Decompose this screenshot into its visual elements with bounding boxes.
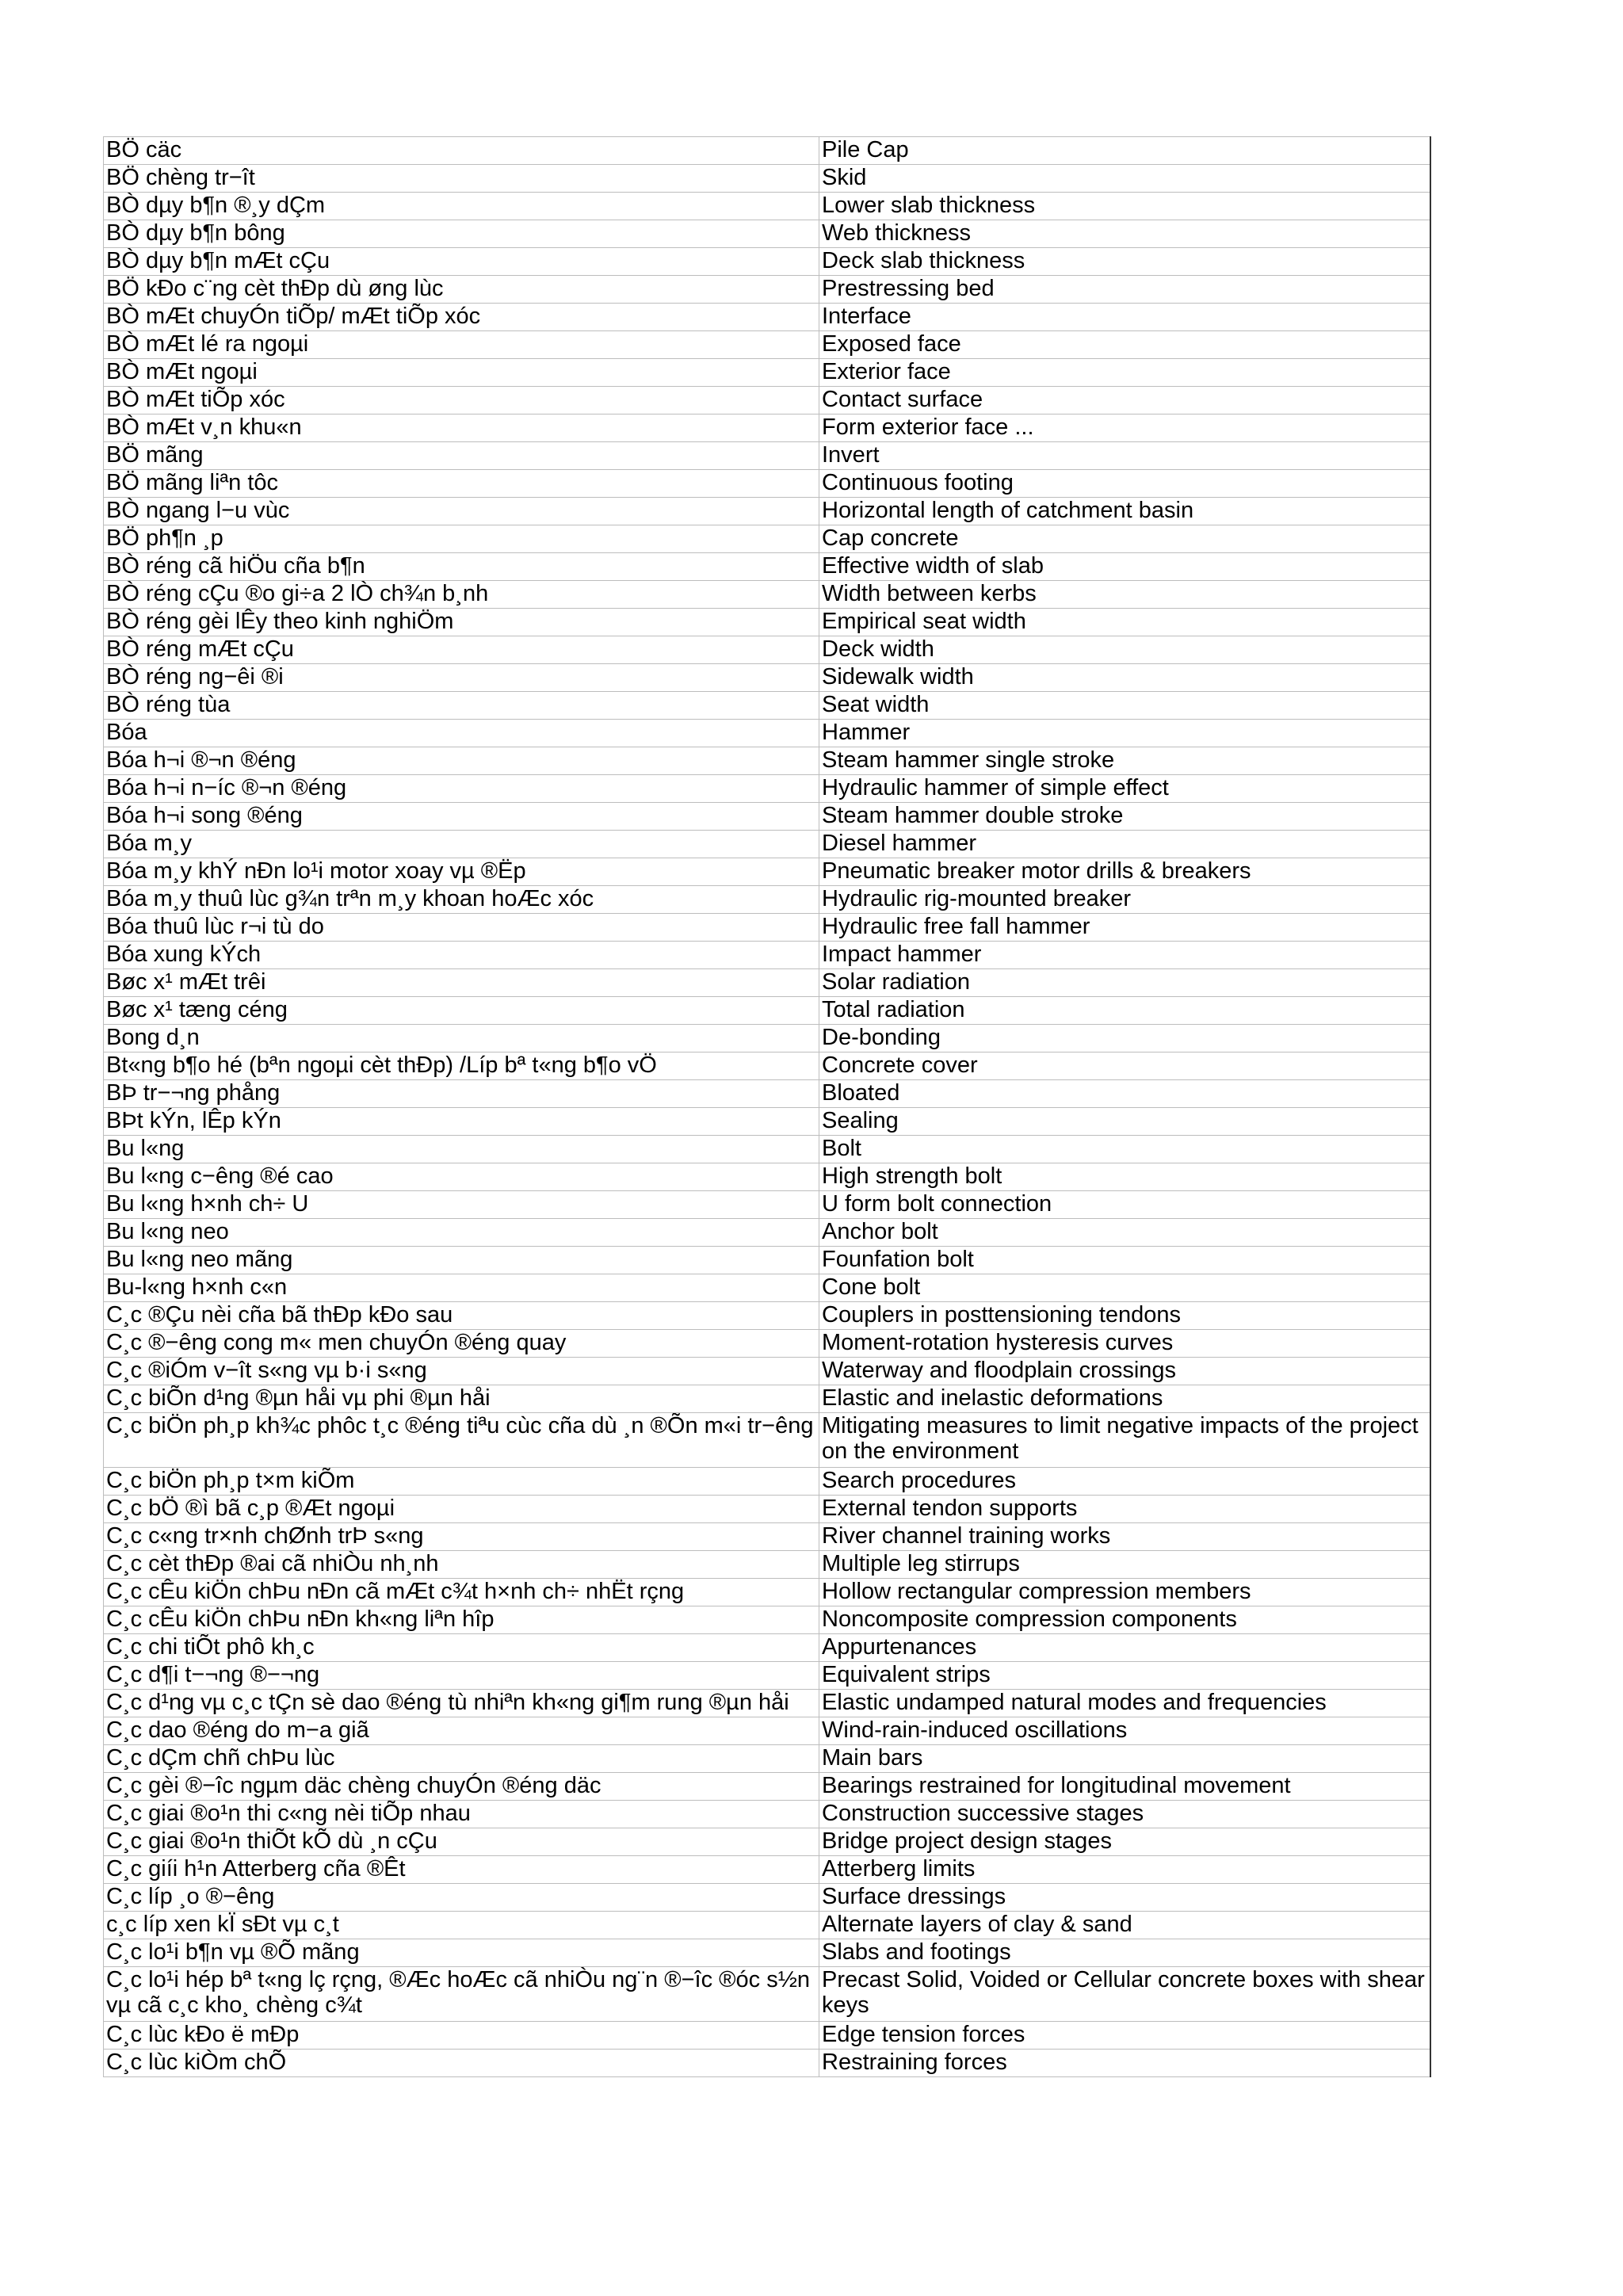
english-term-cell: Construction successive stages [819, 1801, 1431, 1828]
english-term-cell: Sidewalk width [819, 664, 1431, 692]
english-term-cell: Cap concrete [819, 525, 1431, 553]
english-term-cell: Exterior face [819, 359, 1431, 387]
table-row [104, 1302, 1431, 1330]
english-term-cell: Interface [819, 304, 1431, 331]
english-term-cell: Edge tension forces [819, 2022, 1431, 2050]
table-row [104, 331, 1431, 359]
table-row [104, 1358, 1431, 1385]
table-row [104, 1967, 1431, 2022]
table-row [104, 720, 1431, 747]
table-row [104, 1801, 1431, 1828]
vietnamese-term-cell: Bu l«ng neo [104, 1219, 819, 1247]
vietnamese-term-cell: Bóa thuû lùc r¬i tù do [104, 914, 819, 942]
vietnamese-term-cell: BÖ mãng [104, 442, 819, 470]
vietnamese-term-cell: C¸c chi tiÕt phô kh¸c [104, 1634, 819, 1662]
english-term-cell: Hydraulic rig-mounted breaker [819, 886, 1431, 914]
english-term-cell: Main bars [819, 1745, 1431, 1773]
vietnamese-term-cell: C¸c d¶i t−¬ng ®−¬ng [104, 1662, 819, 1690]
english-term-cell: Impact hammer [819, 942, 1431, 969]
vietnamese-term-cell: BÒ réng ng−êi ®i [104, 664, 819, 692]
vietnamese-term-cell: Bóa m¸y khÝ nÐn lo¹i motor xoay vµ ®Ëp [104, 858, 819, 886]
english-term-cell: Moment-rotation hysteresis curves [819, 1330, 1431, 1358]
english-term-cell: External tendon supports [819, 1496, 1431, 1523]
table-row [104, 220, 1431, 248]
vietnamese-term-cell: C¸c lo¹i b¶n vµ ®Õ mãng [104, 1939, 819, 1967]
vietnamese-term-cell: C¸c giai ®o¹n thi c«ng nèi tiÕp nhau [104, 1801, 819, 1828]
vietnamese-term-cell: BÖ chèng tr−ît [104, 165, 819, 193]
english-term-cell: Restraining forces [819, 2050, 1431, 2077]
vietnamese-term-cell: C¸c lo¹i hép bª t«ng lç rçng, ®Æc hoÆc cã nhiÒu ng¨n ®−îc ®óc s½n vµ cã c¸c kho¸ chèng c¾t [104, 1967, 819, 2022]
vietnamese-term-cell: Bóa m¸y [104, 831, 819, 858]
english-term-cell: Deck width [819, 636, 1431, 664]
english-term-cell: Deck slab thickness [819, 248, 1431, 276]
vietnamese-term-cell: C¸c biÖn ph¸p t×m kiÕm [104, 1468, 819, 1496]
table-row [104, 1884, 1431, 1912]
english-term-cell: Width between kerbs [819, 581, 1431, 609]
table-row [104, 137, 1431, 165]
vietnamese-term-cell: C¸c gèi ®−îc ngµm däc chèng chuyÓn ®éng däc [104, 1773, 819, 1801]
english-term-cell: Web thickness [819, 220, 1431, 248]
vietnamese-term-cell: BÒ dµy b¶n mÆt cÇu [104, 248, 819, 276]
table-row [104, 581, 1431, 609]
vietnamese-term-cell: Bóa h¬i n−íc ®¬n ®éng [104, 775, 819, 803]
english-term-cell: Wind-rain-induced oscillations [819, 1717, 1431, 1745]
vietnamese-term-cell: BÒ ngang l−u vùc [104, 498, 819, 525]
table-row [104, 442, 1431, 470]
vietnamese-term-cell: C¸c lùc kiÒm chÕ [104, 2050, 819, 2077]
table-row [104, 1496, 1431, 1523]
english-term-cell: River channel training works [819, 1523, 1431, 1551]
table-row [104, 1274, 1431, 1302]
table-row [104, 193, 1431, 220]
english-term-cell: Pneumatic breaker motor drills & breakers [819, 858, 1431, 886]
table-row [104, 1191, 1431, 1219]
english-term-cell: Steam hammer single stroke [819, 747, 1431, 775]
table-row [104, 1163, 1431, 1191]
table-row [104, 1136, 1431, 1163]
vietnamese-term-cell: BÒ mÆt chuyÓn tiÕp/ mÆt tiÕp xóc [104, 304, 819, 331]
table-row [104, 803, 1431, 831]
table-row [104, 276, 1431, 304]
english-term-cell: Lower slab thickness [819, 193, 1431, 220]
vietnamese-term-cell: Bu-l«ng h×nh c«n [104, 1274, 819, 1302]
english-term-cell: Bearings restrained for longitudinal movement [819, 1773, 1431, 1801]
table-row [104, 248, 1431, 276]
english-term-cell: Sealing [819, 1108, 1431, 1136]
vietnamese-term-cell: BÖ kÐo c¨ng cèt thÐp dù øng lùc [104, 276, 819, 304]
english-term-cell: Hollow rectangular compression members [819, 1579, 1431, 1606]
vietnamese-term-cell: BÖ mãng liªn tôc [104, 470, 819, 498]
table-row [104, 1634, 1431, 1662]
table-row [104, 1080, 1431, 1108]
table-row [104, 165, 1431, 193]
english-term-cell: Skid [819, 165, 1431, 193]
vietnamese-term-cell: C¸c ®−êng cong m« men chuyÓn ®éng quay [104, 1330, 819, 1358]
table-row [104, 387, 1431, 415]
table-row [104, 692, 1431, 720]
vietnamese-term-cell: BÖ ph¶n ¸p [104, 525, 819, 553]
vietnamese-term-cell: C¸c cÊu kiÖn chÞu nÐn kh«ng liªn hîp [104, 1606, 819, 1634]
english-term-cell: Exposed face [819, 331, 1431, 359]
table-row [104, 1606, 1431, 1634]
vietnamese-term-cell: Bóa m¸y thuû lùc g¾n trªn m¸y khoan hoÆc xóc [104, 886, 819, 914]
vietnamese-term-cell: BÒ mÆt lé ra ngoµi [104, 331, 819, 359]
table-row [104, 1912, 1431, 1939]
english-term-cell: Bridge project design stages [819, 1828, 1431, 1856]
table-row [104, 498, 1431, 525]
table-row [104, 775, 1431, 803]
english-term-cell: Effective width of slab [819, 553, 1431, 581]
table-row [104, 1330, 1431, 1358]
english-term-cell: Form exterior face ... [819, 415, 1431, 442]
vietnamese-term-cell: C¸c ®iÓm v−ît s«ng vµ b·i s«ng [104, 1358, 819, 1385]
table-row [104, 747, 1431, 775]
vietnamese-term-cell: BÖ cäc [104, 137, 819, 165]
table-row [104, 2022, 1431, 2050]
english-term-cell: Bloated [819, 1080, 1431, 1108]
table-row [104, 886, 1431, 914]
english-term-cell: Prestressing bed [819, 276, 1431, 304]
english-term-cell: Concrete cover [819, 1052, 1431, 1080]
english-term-cell: Steam hammer double stroke [819, 803, 1431, 831]
english-term-cell: Hammer [819, 720, 1431, 747]
table-row [104, 470, 1431, 498]
table-row [104, 664, 1431, 692]
vietnamese-term-cell: Bóa [104, 720, 819, 747]
table-row [104, 2050, 1431, 2077]
english-term-cell: Hydraulic free fall hammer [819, 914, 1431, 942]
vietnamese-term-cell: C¸c c«ng tr×nh chØnh trÞ s«ng [104, 1523, 819, 1551]
english-term-cell: Continuous footing [819, 470, 1431, 498]
table-row [104, 1717, 1431, 1745]
vietnamese-term-cell: C¸c dao ®éng do m−a giã [104, 1717, 819, 1745]
glossary-table [103, 136, 1431, 2077]
table-row [104, 609, 1431, 636]
table-row [104, 969, 1431, 997]
vietnamese-term-cell: BÒ mÆt v¸n khu«n [104, 415, 819, 442]
table-row [104, 1523, 1431, 1551]
table-row [104, 525, 1431, 553]
table-row [104, 942, 1431, 969]
glossary-rows [104, 137, 1431, 2077]
english-term-cell: Waterway and floodplain crossings [819, 1358, 1431, 1385]
table-row [104, 1690, 1431, 1717]
vietnamese-term-cell: C¸c líp ¸o ®−êng [104, 1884, 819, 1912]
table-row [104, 553, 1431, 581]
english-term-cell: Surface dressings [819, 1884, 1431, 1912]
vietnamese-term-cell: C¸c d¹ng vµ c¸c tÇn sè dao ®éng tù nhiªn kh«ng gi¶m rung ®µn håi [104, 1690, 819, 1717]
english-term-cell: Precast Solid, Voided or Cellular concrete boxes with shear keys [819, 1967, 1431, 2022]
english-term-cell: Founfation bolt [819, 1247, 1431, 1274]
english-term-cell: Noncomposite compression components [819, 1606, 1431, 1634]
vietnamese-term-cell: BÒ mÆt ngoµi [104, 359, 819, 387]
table-row [104, 997, 1431, 1025]
english-term-cell: Pile Cap [819, 137, 1431, 165]
english-term-cell: Couplers in posttensioning tendons [819, 1302, 1431, 1330]
table-row [104, 1745, 1431, 1773]
table-row [104, 1551, 1431, 1579]
vietnamese-term-cell: C¸c biÕn d¹ng ®µn håi vµ phi ®µn håi [104, 1385, 819, 1413]
vietnamese-term-cell: BÞ tr−¬ng phång [104, 1080, 819, 1108]
table-row [104, 914, 1431, 942]
table-row [104, 1108, 1431, 1136]
vietnamese-term-cell: Bu l«ng neo mãng [104, 1247, 819, 1274]
vietnamese-term-cell: C¸c lùc kÐo ë mÐp [104, 2022, 819, 2050]
english-term-cell: Elastic undamped natural modes and frequencies [819, 1690, 1431, 1717]
vietnamese-term-cell: c¸c líp xen kÏ sÐt vµ c¸t [104, 1912, 819, 1939]
vietnamese-term-cell: BÒ mÆt tiÕp xóc [104, 387, 819, 415]
english-term-cell: U form bolt connection [819, 1191, 1431, 1219]
table-row [104, 1219, 1431, 1247]
table-row [104, 304, 1431, 331]
table-row [104, 1579, 1431, 1606]
vietnamese-term-cell: BÞt kÝn, lÊp kÝn [104, 1108, 819, 1136]
vietnamese-term-cell: C¸c bÖ ®ì bã c¸p ®Æt ngoµi [104, 1496, 819, 1523]
english-term-cell: Invert [819, 442, 1431, 470]
vietnamese-term-cell: Bu l«ng [104, 1136, 819, 1163]
vietnamese-term-cell: C¸c ®Çu nèi cña bã thÐp kÐo sau [104, 1302, 819, 1330]
english-term-cell: Elastic and inelastic deformations [819, 1385, 1431, 1413]
english-term-cell: Empirical seat width [819, 609, 1431, 636]
table-row [104, 1385, 1431, 1413]
table-row [104, 1828, 1431, 1856]
table-row [104, 1856, 1431, 1884]
english-term-cell: Solar radiation [819, 969, 1431, 997]
vietnamese-term-cell: C¸c dÇm chñ chÞu lùc [104, 1745, 819, 1773]
vietnamese-term-cell: C¸c cÊu kiÖn chÞu nÐn cã mÆt c¾t h×nh ch÷ nhËt rçng [104, 1579, 819, 1606]
vietnamese-term-cell: C¸c giai ®o¹n thiÕt kÕ dù ¸n cÇu [104, 1828, 819, 1856]
english-term-cell: Multiple leg stirrups [819, 1551, 1431, 1579]
vietnamese-term-cell: BÒ réng cÇu ®o gi÷a 2 lÒ ch¾n b¸nh [104, 581, 819, 609]
table-row [104, 1662, 1431, 1690]
table-row [104, 1052, 1431, 1080]
english-term-cell: Atterberg limits [819, 1856, 1431, 1884]
table-row [104, 1939, 1431, 1967]
table-row [104, 1247, 1431, 1274]
vietnamese-term-cell: C¸c biÖn ph¸p kh¾c phôc t¸c ®éng tiªu cùc cña dù ¸n ®Õn m«i tr−êng [104, 1413, 819, 1468]
vietnamese-term-cell: Bong d¸n [104, 1025, 819, 1052]
english-term-cell: De-bonding [819, 1025, 1431, 1052]
vietnamese-term-cell: Bt«ng b¶o hé (bªn ngoµi cèt thÐp) /Líp bª t«ng b¶o vÖ [104, 1052, 819, 1080]
table-row [104, 415, 1431, 442]
table-row [104, 1468, 1431, 1496]
vietnamese-term-cell: Bóa h¬i song ®éng [104, 803, 819, 831]
english-term-cell: Total radiation [819, 997, 1431, 1025]
vietnamese-term-cell: C¸c cèt thÐp ®ai cã nhiÒu nh¸nh [104, 1551, 819, 1579]
english-term-cell: High strength bolt [819, 1163, 1431, 1191]
english-term-cell: Diesel hammer [819, 831, 1431, 858]
table-row [104, 1773, 1431, 1801]
english-term-cell: Slabs and footings [819, 1939, 1431, 1967]
english-term-cell: Bolt [819, 1136, 1431, 1163]
vietnamese-term-cell: Bøc x¹ tæng céng [104, 997, 819, 1025]
vietnamese-term-cell: Bu l«ng h×nh ch÷ U [104, 1191, 819, 1219]
english-term-cell: Alternate layers of clay & sand [819, 1912, 1431, 1939]
table-row [104, 1025, 1431, 1052]
vietnamese-term-cell: Bóa h¬i ®¬n ®éng [104, 747, 819, 775]
english-term-cell: Hydraulic hammer of simple effect [819, 775, 1431, 803]
english-term-cell: Seat width [819, 692, 1431, 720]
table-row [104, 1413, 1431, 1468]
vietnamese-term-cell: C¸c giíi h¹n Atterberg cña ®Êt [104, 1856, 819, 1884]
english-term-cell: Search procedures [819, 1468, 1431, 1496]
vietnamese-term-cell: Bu l«ng c−êng ®é cao [104, 1163, 819, 1191]
vietnamese-term-cell: Bøc x¹ mÆt trêi [104, 969, 819, 997]
vietnamese-term-cell: Bóa xung kÝch [104, 942, 819, 969]
english-term-cell: Mitigating measures to limit negative impacts of the project on the environment [819, 1413, 1431, 1468]
vietnamese-term-cell: BÒ réng tùa [104, 692, 819, 720]
english-term-cell: Cone bolt [819, 1274, 1431, 1302]
english-term-cell: Horizontal length of catchment basin [819, 498, 1431, 525]
vietnamese-term-cell: BÒ dµy b¶n ®¸y dÇm [104, 193, 819, 220]
vietnamese-term-cell: BÒ dµy b¶n bông [104, 220, 819, 248]
vietnamese-term-cell: BÒ réng gèi lÊy theo kinh nghiÖm [104, 609, 819, 636]
english-term-cell: Anchor bolt [819, 1219, 1431, 1247]
vietnamese-term-cell: BÒ réng cã hiÖu cña b¶n [104, 553, 819, 581]
table-row [104, 858, 1431, 886]
table-row [104, 636, 1431, 664]
table-row [104, 831, 1431, 858]
english-term-cell: Equivalent strips [819, 1662, 1431, 1690]
table-row [104, 359, 1431, 387]
english-term-cell: Contact surface [819, 387, 1431, 415]
vietnamese-term-cell: BÒ réng mÆt cÇu [104, 636, 819, 664]
english-term-cell: Appurtenances [819, 1634, 1431, 1662]
